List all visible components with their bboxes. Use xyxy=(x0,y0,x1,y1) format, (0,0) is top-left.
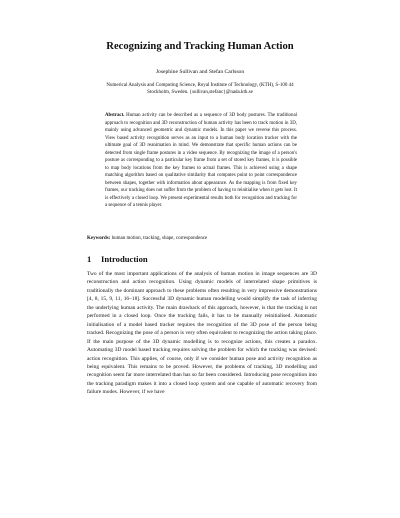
section-heading-introduction xyxy=(87,254,148,264)
keywords-text: human motion, tracking, shape, correspondence xyxy=(111,236,208,241)
section-number: 1 xyxy=(87,254,92,264)
keywords-label: Keywords: xyxy=(87,236,111,241)
affiliation xyxy=(70,82,330,97)
keywords xyxy=(87,236,317,241)
affiliation-line-2: Stockholm, Sweden. {sullivan,stefanc}@nada.kth.se xyxy=(147,90,253,96)
section-title: Introduction xyxy=(101,254,148,264)
authors: Josephine Sullivan and Stefan Carlsson xyxy=(155,69,245,75)
abstract xyxy=(105,112,297,210)
introduction-paragraph: Two of the most important applications of the analysis of human motion in image sequences are 3D reconstruction and action recognition. Using dynamic models of interrelated shape primitives is traditionally the dominant approach to these problems often resulting in very impressive demonstrations [4, 8, 15, 9, 11, 16–18]. Successful 3D dynamic human modelling would simplify the task of inferring the underlying human activity. The main drawback of this approach, however, is that the tracking is not performed in a closed loop. Once the tracking fails, it has to be manually reinitialised. Automatic initialisation of a model based tracker requires the recognition of the 3D pose of the person being tracked. Recognizing the pose of a person is very often equivalent to recognizing the action taking place. If the main purpose of the 3D dynamic modelling is to recognize actions, this creates a paradox. Automating 3D model based tracking requires solving the problem for which the tracking was devised: action recognition. This applies, of course, only if we consider human pose and activity recognition as being equivalent. This remains to be proved. However, the problems of tracking, 3D modelling and recognition seem far more interrelated than has so far been considered. Introducing pose recognition into the tracking paradigm makes it into a closed loop system and one capable of automatic recovery from failure modes. However, if we have xyxy=(87,271,317,396)
abstract-label: Abstract. xyxy=(105,113,125,118)
abstract-text: Human activity can be described as a sequence of 3D body postures. The traditional approach to recognition and 3D reconstruction of human activity has been to track motion in 3D, mainly using advanced geometric and dynamic models. In this paper we reverse this process. View based activity recognition serves as an input to a human body location tracker with the ultimate goal of 3D reanimation in mind. We demonstrate that specific human actions can be detected from single frame postures in a video sequence. By recognizing the image of a person's posture as corresponding to a particular key frame from a set of stored key frames, it is possible to map body locations from the key frames to actual frames. This is achieved using a shape matching algorithm based on qualitative similarity that computes point to point correspondence between shapes, together with information about appearance. As the mapping is from fixed key frames, our tracking does not suffer from the problem of having to reinitialise when it gets lost. It is effectively a closed loop. We present experimental results both for recognition and tracking for a sequence of a tennis player. xyxy=(105,113,297,208)
affiliation-line-1: Numerical Analysis and Computing Science, Royal Institute of Technology, (KTH), S-100 44 xyxy=(106,83,294,88)
paper-title: Recognizing and Tracking Human Action xyxy=(106,41,294,52)
